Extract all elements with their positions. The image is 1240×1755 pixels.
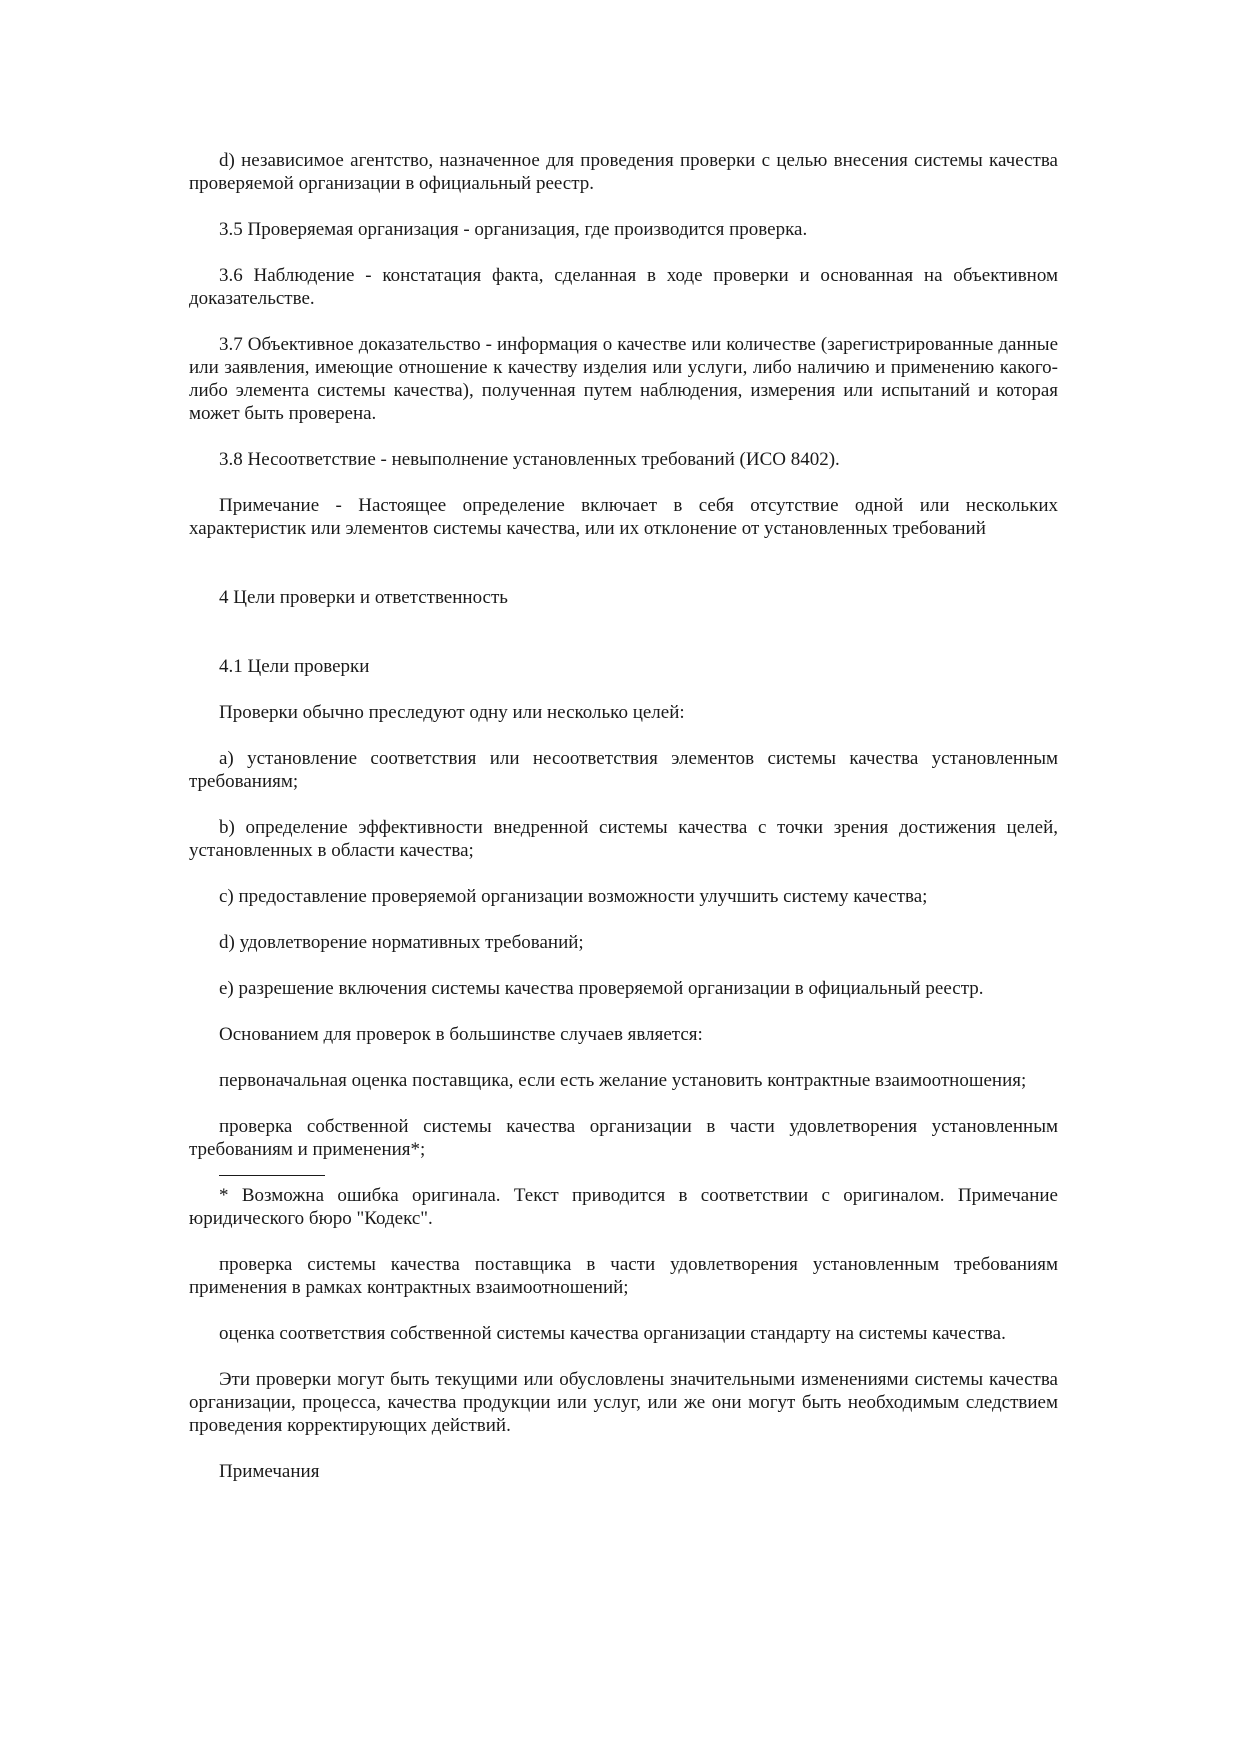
document-page <box>189 149 1058 1506</box>
basis-intro: Основанием для проверок в большинстве случаев является: <box>219 1024 703 1045</box>
objective-item-c: с) предоставление проверяемой организации возможности улучшить систему качества; <box>219 886 928 907</box>
definition-3-8: 3.8 Несоответствие - невыполнение установленных требований (ИСО 8402). <box>219 449 840 470</box>
definition-3-8-note: Примечание - Настоящее определение включает в себя отсутствие одной или нескольких характеристик или элементов системы качества, или их отклонение от установленных требований <box>189 495 1058 539</box>
objective-item-e: е) разрешение включения системы качества проверяемой организации в официальный реестр. <box>219 978 984 999</box>
section-4-1-heading: 4.1 Цели проверки <box>219 656 370 677</box>
definition-3-5: 3.5 Проверяемая организация - организация, где производится проверка. <box>219 219 808 240</box>
objectives-intro: Проверки обычно преследуют одну или несколько целей: <box>219 702 685 723</box>
objective-item-a: а) установление соответствия или несоответствия элементов системы качества установленным требованиям; <box>189 748 1058 792</box>
footnote-text: * Возможна ошибка оригинала. Текст приводится в соответствии с оригиналом. Примечание юридического бюро "Кодекс". <box>189 1185 1058 1229</box>
basis-item-supplier-check: проверка системы качества поставщика в части удовлетворения установленным требованиям применения в рамках контрактных взаимоотношений; <box>189 1254 1058 1298</box>
definition-3-7: 3.7 Объективное доказательство - информация о качестве или количестве (зарегистрированные данные или заявления, имеющие отношение к качеству изделия или услуги, либо наличию и применению какого-либо элемента системы качества), полученная путем наблюдения, измерения или испытаний и которая может быть проверена. <box>189 334 1058 424</box>
basis-item-own-system-check: проверка собственной системы качества организации в части удовлетворения установленным требованиям и применения*; <box>189 1116 1058 1160</box>
objective-item-b: b) определение эффективности внедренной системы качества с точки зрения достижения целей, установленных в области качества; <box>189 817 1058 861</box>
notes-heading: Примечания <box>219 1461 320 1482</box>
checks-explanation: Эти проверки могут быть текущими или обусловлены значительными изменениями системы качества организации, процесса, качества продукции или услуг, или же они могут быть необходимым следствием проведения корректирующих действий. <box>189 1369 1058 1436</box>
definition-3-6: 3.6 Наблюдение - констатация факта, сделанная в ходе проверки и основанная на объективном доказательстве. <box>189 265 1058 309</box>
footnote-divider <box>219 1175 325 1176</box>
basis-item-conformity-assessment: оценка соответствия собственной системы качества организации стандарту на системы качества. <box>219 1323 1006 1344</box>
section-4-heading: 4 Цели проверки и ответственность <box>219 587 508 608</box>
definition-item-d: d) независимое агентство, назначенное для проведения проверки с целью внесения системы качества проверяемой организации в официальный реестр. <box>189 150 1058 194</box>
basis-item-supplier-evaluation: первоначальная оценка поставщика, если есть желание установить контрактные взаимоотношения; <box>219 1070 1027 1091</box>
objective-item-d: d) удовлетворение нормативных требований; <box>219 932 584 953</box>
